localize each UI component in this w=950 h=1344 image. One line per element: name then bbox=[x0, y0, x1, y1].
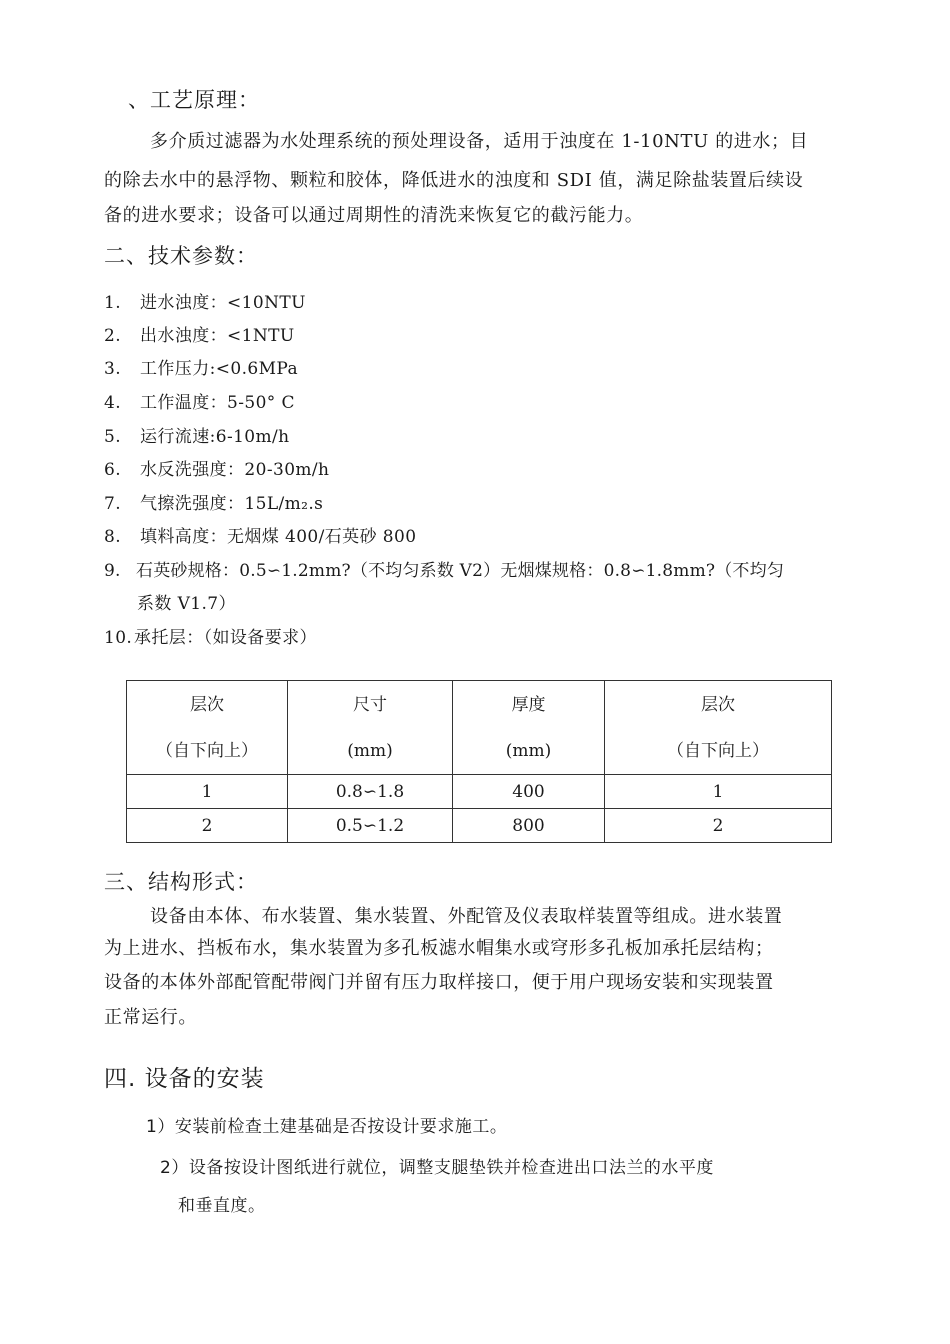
table-row bbox=[127, 775, 832, 809]
list-item bbox=[104, 288, 306, 313]
table-cell: 0.8∽1.8 bbox=[288, 775, 453, 809]
item-text: 水反洗强度：20-30m/h bbox=[140, 460, 330, 480]
item-number: 10. bbox=[104, 628, 133, 648]
list-item bbox=[146, 1112, 507, 1137]
table-cell: 1 bbox=[605, 775, 832, 809]
table-header-cell: 层次 （自下向上） bbox=[127, 681, 288, 775]
item-text: 系数 V1.7） bbox=[137, 594, 236, 614]
table-cell: 2 bbox=[127, 809, 288, 843]
list-item bbox=[104, 522, 416, 547]
item-text: 进水浊度：<10NTU bbox=[140, 293, 306, 313]
list-item bbox=[104, 489, 323, 514]
paragraph-line: 为上进水、挡板布水，集水装置为多孔板滤水帽集水或穹形多孔板加承托层结构； bbox=[104, 938, 774, 959]
item-text: 和垂直度。 bbox=[178, 1196, 266, 1216]
item-number: 5. bbox=[104, 427, 122, 447]
item-number: 2） bbox=[160, 1158, 189, 1178]
support-layer-table bbox=[126, 680, 832, 843]
paragraph-line: 备的进水要求；设备可以通过周期性的清洗来恢复它的截污能力。 bbox=[104, 205, 644, 226]
table-header-cell: 层次 （自下向上） bbox=[605, 681, 832, 775]
item-number: 8. bbox=[104, 527, 122, 547]
item-text: 出水浊度：<1NTU bbox=[140, 326, 295, 346]
item-text: 承托层：（如设备要求） bbox=[134, 628, 317, 648]
table-cell: 0.5∽1.2 bbox=[288, 809, 453, 843]
item-text: 运行流速:6-10m/h bbox=[140, 427, 290, 447]
table-cell: 800 bbox=[453, 809, 605, 843]
item-text: 工作温度：5-50° C bbox=[140, 393, 295, 413]
item-text: 石英砂规格：0.5∽1.2mm?（不均匀系数 V2）无烟煤规格：0.8∽1.8mm?（不均匀 bbox=[136, 561, 785, 581]
table-row bbox=[127, 809, 832, 843]
item-text: 气擦洗强度：15L/m₂.s bbox=[140, 494, 324, 514]
list-item bbox=[104, 422, 290, 447]
list-item bbox=[104, 455, 329, 480]
item-number: 1） bbox=[146, 1117, 175, 1137]
item-number: 1. bbox=[104, 293, 122, 313]
item-number: 2. bbox=[104, 326, 122, 346]
list-item bbox=[104, 623, 317, 648]
section-heading-principle: 、工艺原理： bbox=[128, 88, 260, 112]
list-item-continuation bbox=[137, 589, 236, 614]
table-cell: 400 bbox=[453, 775, 605, 809]
paragraph-line: 设备的本体外部配管配带阀门并留有压力取样接口，便于用户现场安装和实现装置 bbox=[104, 972, 774, 993]
list-item bbox=[104, 354, 298, 379]
item-text: 安装前检查土建基础是否按设计要求施工。 bbox=[174, 1117, 508, 1137]
table-header-cell: 尺寸 (mm) bbox=[288, 681, 453, 775]
item-text: 工作压力:<0.6MPa bbox=[140, 359, 299, 379]
table-cell: 2 bbox=[605, 809, 832, 843]
item-number: 4. bbox=[104, 393, 122, 413]
section-heading-structure: 三、结构形式： bbox=[104, 870, 258, 894]
item-number: 3. bbox=[104, 359, 122, 379]
item-number: 7. bbox=[104, 494, 122, 514]
section-heading-installation: 四. 设备的安装 bbox=[104, 1066, 265, 1092]
list-item bbox=[104, 321, 295, 346]
section-heading-technical-params: 二、技术参数： bbox=[104, 244, 258, 268]
item-number: 6. bbox=[104, 460, 122, 480]
paragraph-line: 的除去水中的悬浮物、颗粒和胶体，降低进水的浊度和 SDI 值，满足除盐装置后续设 bbox=[104, 170, 804, 191]
item-number: 9. bbox=[104, 561, 121, 581]
paragraph-line: 多介质过滤器为水处理系统的预处理设备，适用于浊度在 1-10NTU 的进水；目 bbox=[150, 131, 809, 152]
list-item bbox=[104, 556, 784, 581]
paragraph-line: 设备由本体、布水装置、集水装置、外配管及仪表取样装置等组成。进水装置 bbox=[150, 906, 783, 927]
paragraph-line: 正常运行。 bbox=[104, 1007, 197, 1028]
item-text: 设备按设计图纸进行就位，调整支腿垫铁并检查进出口法兰的水平度 bbox=[188, 1158, 714, 1178]
list-item-continuation bbox=[178, 1191, 266, 1216]
table-cell: 1 bbox=[127, 775, 288, 809]
item-text: 填料高度：无烟煤 400/石英砂 800 bbox=[140, 527, 417, 547]
table-header-cell: 厚度 (mm) bbox=[453, 681, 605, 775]
list-item bbox=[104, 388, 295, 413]
table-header-row bbox=[127, 681, 832, 775]
list-item bbox=[160, 1153, 714, 1178]
